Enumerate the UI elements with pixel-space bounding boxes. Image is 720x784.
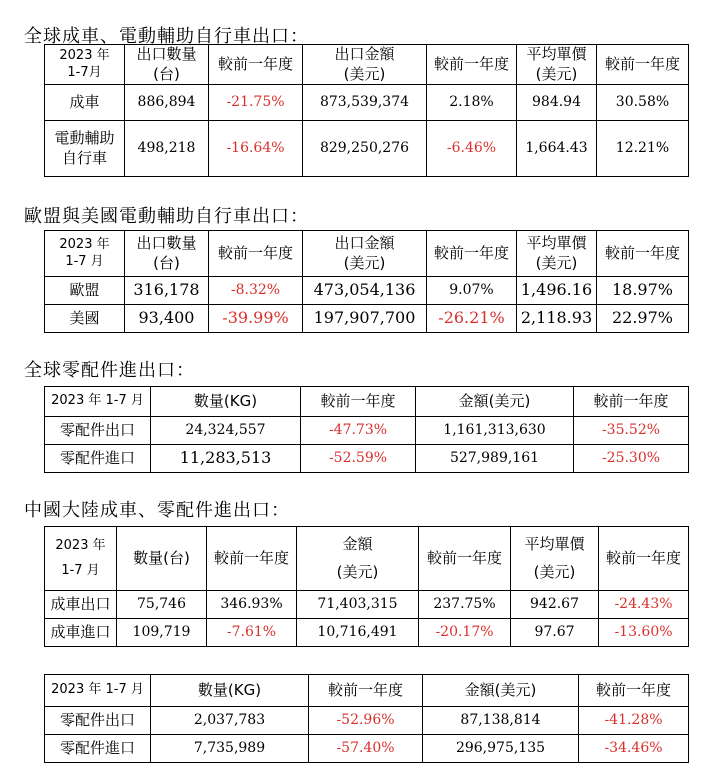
price-header: 平均單價 (美元) bbox=[517, 231, 597, 277]
amount-cell: 10,716,491 bbox=[297, 619, 419, 647]
qty-yoy-cell: -57.40% bbox=[309, 735, 423, 763]
table-row bbox=[45, 735, 689, 763]
qty-cell: 75,746 bbox=[117, 591, 207, 619]
price-yoy-cell: 12.21% bbox=[597, 121, 689, 177]
section3-title: 全球零配件進出口： bbox=[24, 360, 195, 381]
table-header-row bbox=[45, 45, 689, 85]
price-yoy-cell: 30.58% bbox=[597, 85, 689, 121]
price-cell: 2,118.93 bbox=[517, 305, 597, 333]
amount-yoy-cell: -6.46% bbox=[427, 121, 517, 177]
row-label: 成車出口 bbox=[45, 591, 117, 619]
price-cell: 1,664.43 bbox=[517, 121, 597, 177]
qty-cell: 93,400 bbox=[125, 305, 209, 333]
price-yoy-header: 較前一年度 bbox=[597, 45, 689, 85]
amount-yoy-header: 較前一年度 bbox=[574, 387, 689, 417]
amount-yoy-cell: 9.07% bbox=[427, 277, 517, 305]
qty-cell: 109,719 bbox=[117, 619, 207, 647]
qty-yoy-header: 較前一年度 bbox=[301, 387, 416, 417]
qty-header: 數量(台) bbox=[117, 527, 207, 591]
amount-cell: 87,138,814 bbox=[423, 707, 579, 735]
section2-title: 歐盟與美國電動輔助自行車出口： bbox=[24, 206, 309, 227]
amount-yoy-cell: -26.21% bbox=[427, 305, 517, 333]
qty-yoy-cell: -52.96% bbox=[309, 707, 423, 735]
amount-header: 金額(美元) bbox=[423, 675, 579, 707]
period-header: 2023 年 1-7 月 bbox=[45, 231, 125, 277]
amount-header: 出口金額 (美元) bbox=[303, 45, 427, 85]
qty-header: 出口數量 (台) bbox=[125, 45, 209, 85]
row-label: 成車 bbox=[45, 85, 125, 121]
amount-yoy-cell: 2.18% bbox=[427, 85, 517, 121]
qty-yoy-cell: -21.75% bbox=[209, 85, 303, 121]
qty-cell: 24,324,557 bbox=[151, 417, 301, 445]
row-label: 電動輔助 自行車 bbox=[45, 121, 125, 177]
amount-yoy-cell: 237.75% bbox=[419, 591, 511, 619]
qty-yoy-cell: -16.64% bbox=[209, 121, 303, 177]
period-header: 2023 年 1-7月 bbox=[45, 45, 125, 85]
china-vehicle-table bbox=[44, 526, 689, 647]
qty-yoy-header: 較前一年度 bbox=[207, 527, 297, 591]
amount-cell: 473,054,136 bbox=[303, 277, 427, 305]
table-row bbox=[45, 591, 689, 619]
price-yoy-cell: -24.43% bbox=[599, 591, 689, 619]
qty-header: 出口數量 (台) bbox=[125, 231, 209, 277]
table-row bbox=[45, 619, 689, 647]
table-header-row bbox=[45, 675, 689, 707]
amount-yoy-cell: -25.30% bbox=[574, 445, 689, 473]
row-label: 零配件出口 bbox=[45, 707, 151, 735]
price-cell: 942.67 bbox=[511, 591, 599, 619]
amount-yoy-cell: -34.46% bbox=[579, 735, 689, 763]
price-cell: 1,496.16 bbox=[517, 277, 597, 305]
global-export-table bbox=[44, 44, 689, 177]
amount-cell: 71,403,315 bbox=[297, 591, 419, 619]
price-yoy-header: 較前一年度 bbox=[597, 231, 689, 277]
price-yoy-cell: -13.60% bbox=[599, 619, 689, 647]
amount-cell: 1,161,313,630 bbox=[416, 417, 574, 445]
amount-header: 金額(美元) bbox=[416, 387, 574, 417]
table-header-row bbox=[45, 387, 689, 417]
price-header: 平均單價 (美元) bbox=[511, 527, 599, 591]
qty-cell: 886,894 bbox=[125, 85, 209, 121]
table-row bbox=[45, 277, 689, 305]
row-label: 成車進口 bbox=[45, 619, 117, 647]
section1-title: 全球成車、電動輔助自行車出口： bbox=[24, 26, 309, 47]
table-row bbox=[45, 85, 689, 121]
qty-yoy-header: 較前一年度 bbox=[309, 675, 423, 707]
eu-us-export-table bbox=[44, 230, 689, 333]
qty-yoy-cell: -7.61% bbox=[207, 619, 297, 647]
qty-yoy-cell: -52.59% bbox=[301, 445, 416, 473]
table-row bbox=[45, 445, 689, 473]
price-header: 平均單價 (美元) bbox=[517, 45, 597, 85]
amount-cell: 829,250,276 bbox=[303, 121, 427, 177]
row-label: 零配件進口 bbox=[45, 445, 151, 473]
amount-yoy-header: 較前一年度 bbox=[427, 231, 517, 277]
qty-cell: 316,178 bbox=[125, 277, 209, 305]
china-parts-table bbox=[44, 674, 689, 763]
table-header-row bbox=[45, 527, 689, 591]
price-yoy-cell: 22.97% bbox=[597, 305, 689, 333]
global-parts-table bbox=[44, 386, 689, 473]
amount-yoy-cell: -35.52% bbox=[574, 417, 689, 445]
amount-yoy-header: 較前一年度 bbox=[579, 675, 689, 707]
qty-cell: 11,283,513 bbox=[151, 445, 301, 473]
amount-header: 金額 (美元) bbox=[297, 527, 419, 591]
amount-yoy-cell: -20.17% bbox=[419, 619, 511, 647]
amount-yoy-header: 較前一年度 bbox=[419, 527, 511, 591]
amount-yoy-header: 較前一年度 bbox=[427, 45, 517, 85]
section4-title: 中國大陸成車、零配件進出口： bbox=[24, 500, 290, 521]
table-row bbox=[45, 707, 689, 735]
table-row bbox=[45, 417, 689, 445]
period-header: 2023 年 1-7 月 bbox=[45, 387, 151, 417]
period-header: 2023 年 1-7 月 bbox=[45, 675, 151, 707]
amount-yoy-cell: -41.28% bbox=[579, 707, 689, 735]
qty-cell: 2,037,783 bbox=[151, 707, 309, 735]
row-label: 歐盟 bbox=[45, 277, 125, 305]
qty-yoy-cell: -8.32% bbox=[209, 277, 303, 305]
qty-yoy-cell: -47.73% bbox=[301, 417, 416, 445]
period-header: 2023 年 1-7 月 bbox=[45, 527, 117, 591]
qty-yoy-cell: 346.93% bbox=[207, 591, 297, 619]
table-row bbox=[45, 305, 689, 333]
qty-header: 數量(KG) bbox=[151, 675, 309, 707]
amount-cell: 873,539,374 bbox=[303, 85, 427, 121]
row-label: 零配件進口 bbox=[45, 735, 151, 763]
table-header-row bbox=[45, 231, 689, 277]
amount-header: 出口金額 (美元) bbox=[303, 231, 427, 277]
qty-yoy-cell: -39.99% bbox=[209, 305, 303, 333]
qty-cell: 7,735,989 bbox=[151, 735, 309, 763]
amount-cell: 197,907,700 bbox=[303, 305, 427, 333]
row-label: 美國 bbox=[45, 305, 125, 333]
table-row bbox=[45, 121, 689, 177]
row-label: 零配件出口 bbox=[45, 417, 151, 445]
amount-cell: 527,989,161 bbox=[416, 445, 574, 473]
qty-cell: 498,218 bbox=[125, 121, 209, 177]
price-yoy-cell: 18.97% bbox=[597, 277, 689, 305]
qty-yoy-header: 較前一年度 bbox=[209, 231, 303, 277]
price-yoy-header: 較前一年度 bbox=[599, 527, 689, 591]
price-cell: 97.67 bbox=[511, 619, 599, 647]
qty-yoy-header: 較前一年度 bbox=[209, 45, 303, 85]
qty-header: 數量(KG) bbox=[151, 387, 301, 417]
amount-cell: 296,975,135 bbox=[423, 735, 579, 763]
price-cell: 984.94 bbox=[517, 85, 597, 121]
